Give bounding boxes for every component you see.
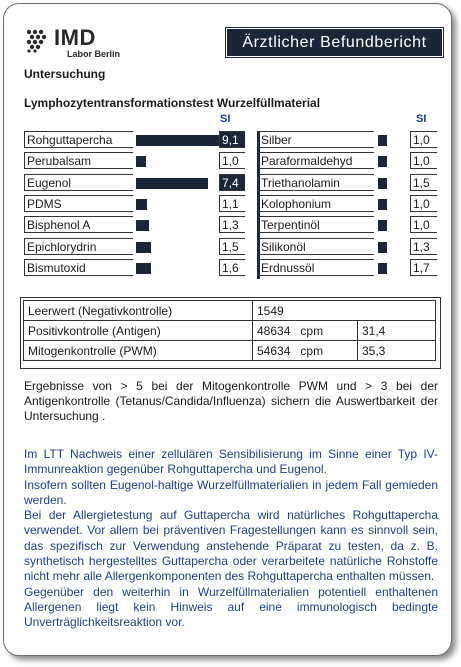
interpretation-text: [24, 447, 438, 631]
si-value: 1,0: [410, 131, 437, 148]
logo-subtitle: Labor Berlin: [67, 49, 121, 59]
allergen-label: Perubalsam: [24, 152, 133, 169]
si-bar: [136, 242, 151, 253]
control-label: Mitogenkontrolle (PWM): [24, 341, 253, 361]
allergen-label: Rohguttapercha: [24, 131, 133, 148]
section-heading: Untersuchung: [24, 67, 106, 81]
si-value: 1,7: [410, 259, 437, 276]
report-title: Ärztlicher Befundbericht: [226, 28, 443, 57]
si-value: 1,0: [410, 152, 437, 169]
interpretation-paragraph: Bei der Allergietestung auf Guttapercha wird natürliches Rohguttapercha verwendet. Vor allem bei präventiven Fragestellungen kann es sinnvoll sein, das spezifisch zur Verwendung anstehende Präparat zu testen, da z. B. synthetisch hergestelltes Guttapercha oder verarbeitete natürliche Rohstoffe nicht mehr alle Allergenkomponenten des Rohguttapercha enthalten müssen.: [24, 508, 438, 584]
dots-logo-icon: [26, 29, 50, 53]
si-value: 1,3: [410, 238, 437, 255]
logo-text: IMD: [54, 25, 96, 50]
si-header-right: SI: [416, 113, 427, 125]
si-value: 1,0: [410, 216, 437, 233]
allergen-label: Bismutoxid: [24, 259, 133, 276]
table-row: [24, 321, 436, 341]
control-value: 54634 cpm: [253, 341, 358, 361]
si-bar: [378, 178, 387, 189]
si-value: 1,0: [219, 152, 245, 169]
control-si: 31,4: [358, 321, 436, 341]
validity-note: Ergebnisse von > 5 bei der Mitogenkontrolle PWM und > 3 bei der Antigenkontrolle (Tetanus/Candida/Influenza) sichern die Auswertbarkeit der Untersuchung .: [24, 379, 438, 423]
interpretation-paragraph: Im LTT Nachweis einer zellulären Sensibilisierung im Sinne einer Typ IV-Immunreaktion gegenüber Rohguttapercha und Eugenol.: [24, 447, 438, 477]
si-bar: [136, 135, 224, 146]
table-row: [24, 301, 436, 321]
allergen-label: Triethanolamin: [258, 174, 374, 191]
allergen-label: Eugenol: [24, 174, 133, 191]
si-value: 1,5: [410, 174, 437, 191]
control-label: Positivkontrolle (Antigen): [24, 321, 253, 341]
si-bar: [136, 220, 149, 231]
si-bar: [378, 220, 387, 231]
si-bar: [378, 263, 387, 274]
allergen-label: Kolophonium: [258, 195, 374, 212]
si-value: 1,0: [410, 195, 437, 212]
interpretation-paragraph: Gegenüber den weiterhin in Wurzelfüllmaterialien potentiell enthaltenen Allergenen liegt kein Hinweis auf eine immunologisch bedingte Unverträglichkeitsreaktion vor.: [24, 584, 438, 630]
control-value: 1549: [253, 301, 436, 321]
table-row: [24, 341, 436, 361]
si-bar: [378, 242, 387, 253]
allergen-label: Silber: [258, 131, 374, 148]
si-value: 1,5: [219, 238, 245, 255]
si-value: 1,6: [219, 259, 245, 276]
si-header-left: SI: [220, 113, 231, 125]
si-bar: [136, 178, 208, 189]
allergen-label: Epichlorydrin: [24, 238, 133, 255]
si-bar: [378, 135, 387, 146]
lab-logo: [26, 25, 146, 62]
si-value: 1,1: [219, 195, 245, 212]
si-value: 1,3: [219, 216, 245, 233]
si-value: 7,4: [219, 174, 245, 191]
allergen-label: Erdnussöl: [258, 259, 374, 276]
si-bar: [136, 156, 146, 167]
test-title: Lymphozytentransformationstest Wurzelfüllmaterial: [24, 96, 321, 110]
si-bar: [136, 263, 151, 274]
allergen-label: PDMS: [24, 195, 133, 212]
si-bar: [378, 199, 387, 210]
interpretation-paragraph: Insofern sollten Eugenol-haltige Wurzelfüllmaterialien in jedem Fall gemieden werden.: [24, 477, 438, 507]
allergen-label: Bisphenol A: [24, 216, 133, 233]
allergen-label: Terpentinöl: [258, 216, 374, 233]
si-bar: [378, 156, 387, 167]
control-si: 35,3: [358, 341, 436, 361]
allergen-label: Silikonöl: [258, 238, 374, 255]
allergen-label: Paraformaldehyd: [258, 152, 374, 169]
si-value: 9,1: [219, 131, 245, 148]
control-label: Leerwert (Negativkontrolle): [24, 301, 253, 321]
control-table: [23, 300, 436, 361]
control-value: 48634 cpm: [253, 321, 358, 341]
si-bar: [136, 199, 147, 210]
